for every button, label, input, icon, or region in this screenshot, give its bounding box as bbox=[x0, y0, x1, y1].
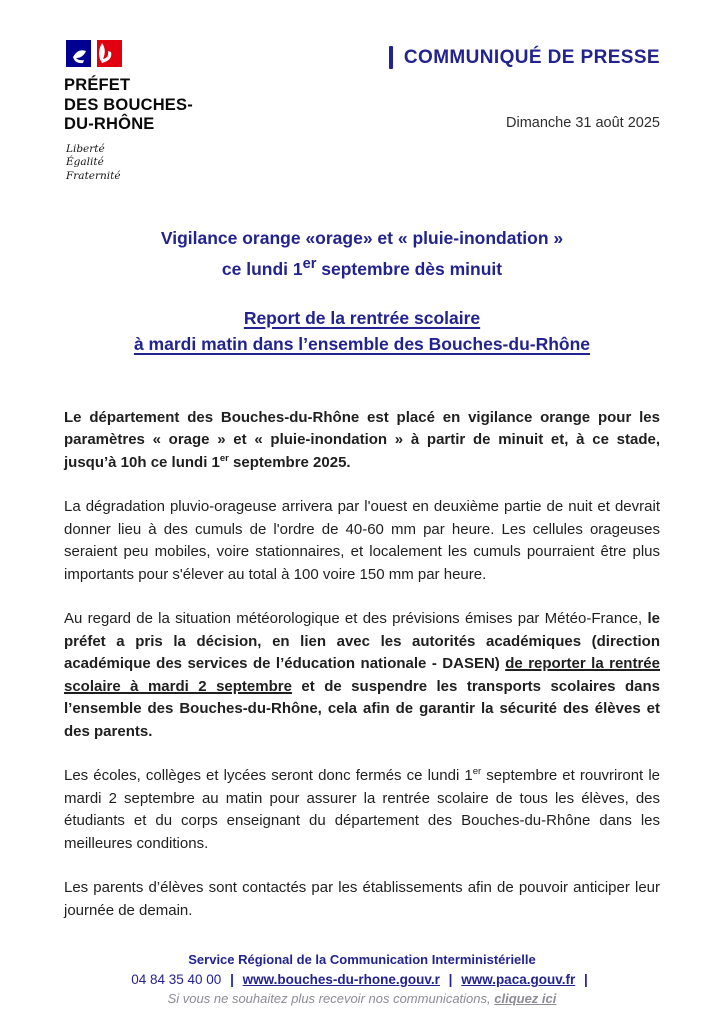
footer-contact-line bbox=[64, 972, 660, 987]
document-header bbox=[64, 38, 660, 183]
title-line-1: Vigilance orange «orage» et « pluie-inondation » bbox=[160, 228, 564, 248]
prefecture-name-line: PRÉFET bbox=[64, 76, 131, 94]
subtitle bbox=[64, 305, 660, 357]
document-footer bbox=[64, 952, 660, 1006]
separator-bar: | bbox=[230, 972, 234, 987]
footer-link-paca[interactable]: www.paca.gouv.fr bbox=[461, 972, 576, 987]
prefecture-name bbox=[64, 76, 193, 135]
separator-bar: | bbox=[448, 972, 453, 987]
document-date: Dimanche 31 août 2025 bbox=[506, 115, 660, 131]
prefecture-name-line: DU-RHÔNE bbox=[64, 115, 155, 133]
footer-link-bouches-du-rhone[interactable]: www.bouches-du-rhone.gouv.r bbox=[242, 972, 440, 987]
motto-line: Liberté bbox=[66, 142, 105, 155]
motto-line: Égalité bbox=[66, 156, 104, 168]
subtitle-line-1: Report de la rentrée scolaire bbox=[243, 307, 481, 328]
press-release-kicker bbox=[389, 46, 660, 69]
footer-phone: 04 84 35 40 00 bbox=[131, 972, 222, 987]
separator-bar: | bbox=[583, 972, 588, 987]
header-right bbox=[389, 38, 660, 131]
paragraph-1: Le département des Bouches-du-Rhône est placé en vigilance orange pour les paramètres « orage » et « pluie-inondation » à partir de minuit et, à ce stade, jusqu’à 10h ce lundi 1er septembre 2025. bbox=[64, 408, 660, 471]
paragraph-2: La dégradation pluvio-orageuse arrivera par l'ouest en deuxième partie de nuit et devrait donner lieu à des cumuls de l'ordre de 40-60 mm par heure. Les cellules orageuses seraient peu mobiles, voire stationnaires, et localement les cumuls pourraient être plus importants pour s'élever au total à 100 voire 150 mm par heure. bbox=[64, 498, 660, 583]
paragraph-4: Les écoles, collèges et lycées seront donc fermés ce lundi 1er septembre et rouvriront le mardi 2 septembre au matin pour assurer la rentrée scolaire de tous les élèves, des étudiants et du corps enseignant du département des Bouches-du-Rhône dans les meilleures conditions. bbox=[64, 766, 661, 852]
prefecture-logo-block bbox=[64, 38, 193, 183]
paragraph-5: Les parents d’élèves sont contactés par les établissements afin de pouvoir anticiper leur journée de demain. bbox=[64, 879, 660, 919]
unsubscribe-text: Si vous ne souhaitez plus recevoir nos communications, bbox=[167, 991, 495, 1006]
footer-service-name: Service Régional de la Communication Interministérielle bbox=[188, 952, 536, 967]
french-flag-icon bbox=[66, 38, 124, 70]
unsubscribe-link[interactable]: cliquez ici bbox=[494, 991, 557, 1006]
subtitle-line-2: à mardi matin dans l’ensemble des Bouches-du-Rhône bbox=[133, 333, 591, 354]
kicker-label: COMMUNIQUÉ DE PRESSE bbox=[403, 46, 660, 68]
prefecture-name-line: DES BOUCHES- bbox=[64, 95, 193, 114]
republic-motto bbox=[66, 143, 193, 184]
headline-section bbox=[64, 225, 660, 357]
body-text bbox=[64, 407, 660, 945]
paragraph-3: Au regard de la situation météorologique et des prévisions émises par Météo-France, le préfet a pris la décision, en lien avec les autorités académiques (direction académique des services de l’éducation nationale - DASEN) de reporter la rentrée scolaire à mardi 2 septembre et de suspendre les transports scolaires dans l’ensemble des Bouches-du-Rhône, cela afin de garantir la sécurité des élèves et des parents. bbox=[64, 610, 660, 740]
title-line-2: ce lundi 1er septembre dès minuit bbox=[221, 256, 503, 279]
vertical-bar-icon bbox=[389, 46, 393, 69]
main-title bbox=[64, 225, 660, 282]
footer-unsubscribe-line bbox=[64, 991, 660, 1006]
motto-line: Fraternité bbox=[66, 169, 121, 182]
